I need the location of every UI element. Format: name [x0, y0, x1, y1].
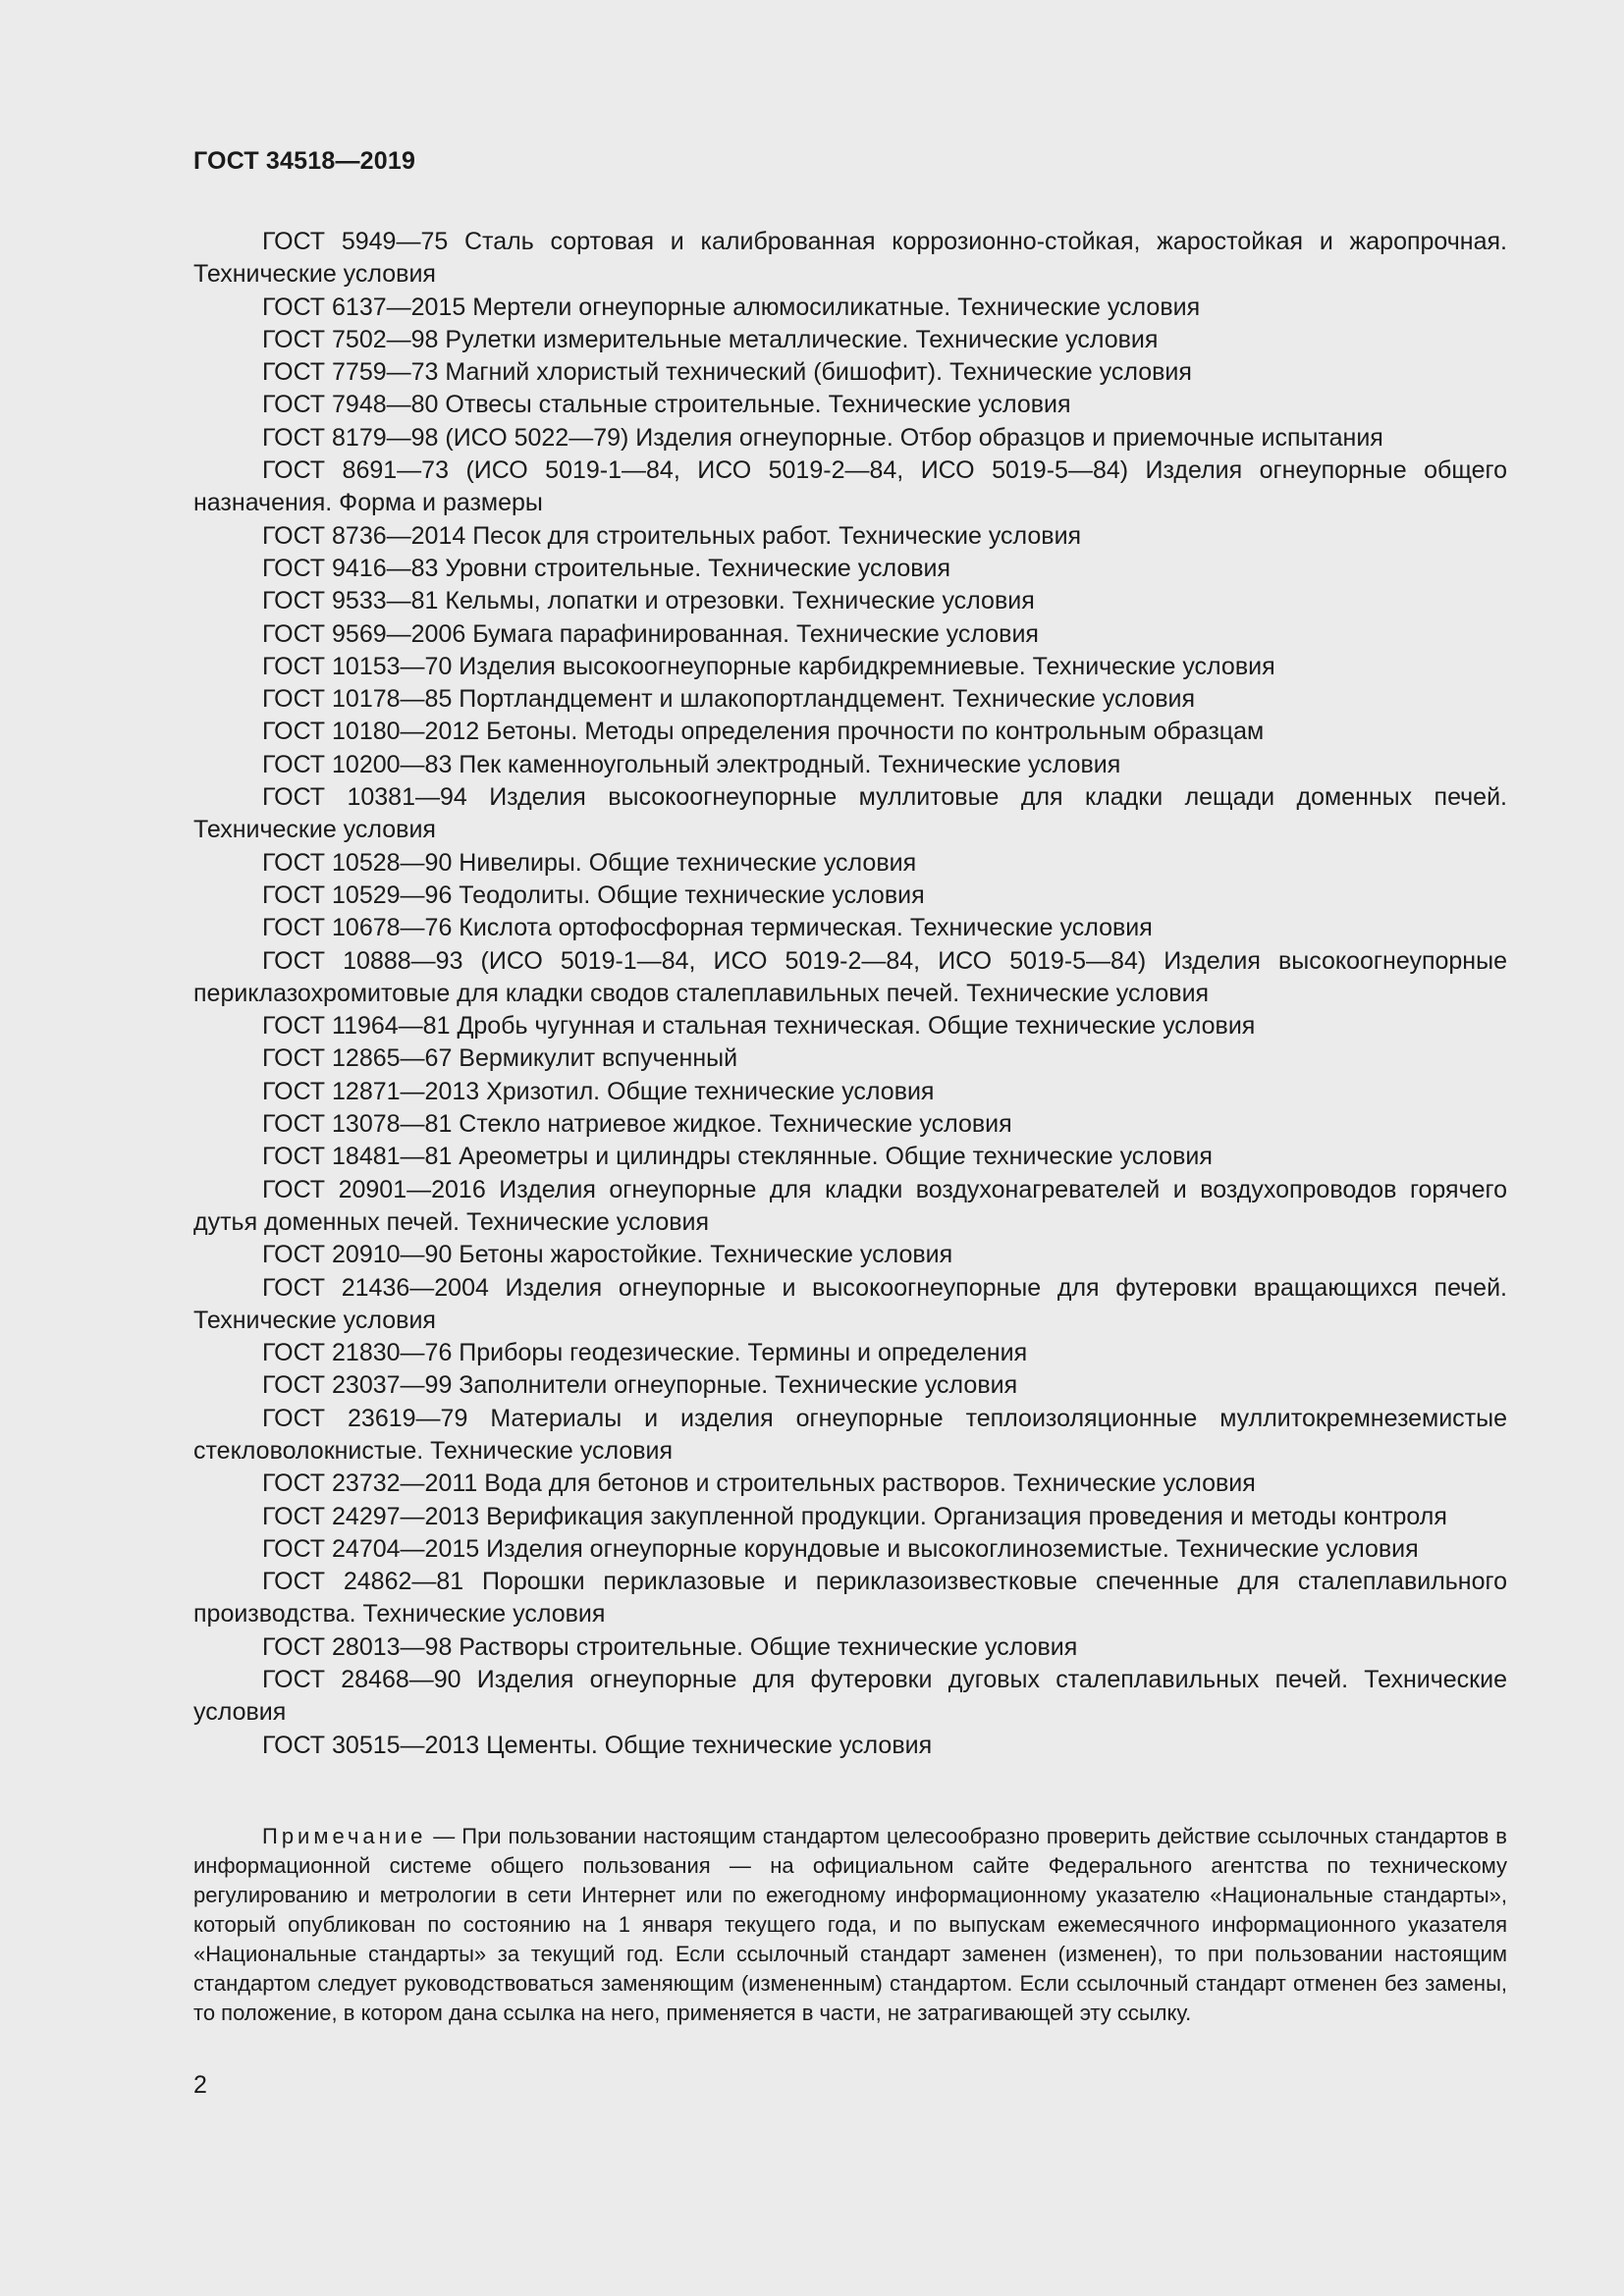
reference-item: ГОСТ 20910—90 Бетоны жаростойкие. Технические условия — [262, 1241, 953, 1269]
reference-item: ГОСТ 13078—81 Стекло натриевое жидкое. Технические условия — [262, 1110, 1012, 1139]
reference-item: ГОСТ 6137—2015 Мертели огнеупорные алюмосиликатные. Технические условия — [262, 293, 1201, 321]
reference-item: ГОСТ 12865—67 Вермикулит вспученный — [262, 1044, 738, 1073]
reference-item: ГОСТ 28013—98 Растворы строительные. Общие технические условия — [262, 1632, 1078, 1661]
reference-item: ГОСТ 28468—90 Изделия огнеупорные для футеровки дуговых сталеплавильных печей. Технические условия — [193, 1666, 1507, 1727]
reference-item: ГОСТ 23037—99 Заполнители огнеупорные. Технические условия — [262, 1371, 1018, 1400]
reference-item: ГОСТ 24704—2015 Изделия огнеупорные корундовые и высокоглиноземистые. Технические условия — [262, 1534, 1419, 1563]
reference-item: ГОСТ 12871—2013 Хризотил. Общие технические условия — [262, 1077, 935, 1105]
reference-item: ГОСТ 5949—75 Сталь сортовая и калиброванная коррозионно-стойкая, жаростойкая и жаропрочная. Технические условия — [193, 228, 1507, 289]
reference-item: ГОСТ 8691—73 (ИСО 5019-1—84, ИСО 5019-2—84, ИСО 5019-5—84) Изделия огнеупорные общего назначения. Форма и размеры — [193, 456, 1507, 517]
reference-item: ГОСТ 10678—76 Кислота ортофосфорная термическая. Технические условия — [262, 914, 1153, 942]
note-label: Примечание — [262, 1824, 427, 1848]
normative-references-list — [193, 226, 1507, 1762]
reference-item: ГОСТ 7759—73 Магний хлористый технический (бишофит). Технические условия — [262, 358, 1192, 387]
reference-item: ГОСТ 7502—98 Рулетки измерительные металлические. Технические условия — [262, 325, 1159, 353]
reference-item: ГОСТ 9416—83 Уровни строительные. Технические условия — [262, 554, 951, 582]
reference-item: ГОСТ 7948—80 Отвесы стальные строительные. Технические условия — [262, 391, 1071, 419]
note-text: — При пользовании настоящим стандартом целесообразно проверить действие ссылочных стандартов в информационной системе общего пользования — на официальном сайте Федерального агентства по техническому регулированию и метрологии в сети Интернет или по ежегодному информационному указателю «Национальные стандарты», который опубликован по состоянию на 1 января текущего года, и по выпускам ежемесячного информационного указателя «Национальные стандарты» за текущий год. Если ссылочный стандарт заменен (изменен), то при пользовании настоящим стандартом следует руководствоваться заменяющим (измененным) стандартом. Если ссылочный стандарт отменен без замены, то положение, в котором дана ссылка на него, применяется в части, не затрагивающей эту ссылку. — [193, 1824, 1507, 2025]
reference-item: ГОСТ 10381—94 Изделия высокоогнеупорные муллитовые для кладки лещади доменных печей. Технические условия — [193, 783, 1507, 844]
reference-item: ГОСТ 10178—85 Портландцемент и шлакопортландцемент. Технические условия — [262, 685, 1196, 714]
reference-item: ГОСТ 10529—96 Теодолиты. Общие технические условия — [262, 881, 925, 909]
reference-item: ГОСТ 21830—76 Приборы геодезические. Термины и определения — [262, 1339, 1028, 1367]
reference-item: ГОСТ 18481—81 Ареометры и цилиндры стеклянные. Общие технические условия — [262, 1143, 1213, 1171]
reference-item: ГОСТ 23732—2011 Вода для бетонов и строительных растворов. Технические условия — [262, 1469, 1256, 1498]
reference-item: ГОСТ 10200—83 Пек каменноугольный электродный. Технические условия — [262, 750, 1121, 778]
reference-item: ГОСТ 9533—81 Кельмы, лопатки и отрезовки. Технические условия — [262, 587, 1035, 615]
note-paragraph — [193, 1822, 1507, 2028]
page-number: 2 — [193, 2071, 207, 2099]
reference-item: ГОСТ 24862—81 Порошки периклазовые и периклазоизвестковые спеченные для сталеплавильного производства. Технические условия — [193, 1568, 1507, 1629]
reference-item: ГОСТ 9569—2006 Бумага парафинированная. Технические условия — [262, 619, 1039, 648]
document-header: ГОСТ 34518—2019 — [193, 147, 416, 175]
reference-item: ГОСТ 21436—2004 Изделия огнеупорные и высокоогнеупорные для футеровки вращающихся печей. Технические условия — [193, 1273, 1507, 1334]
reference-item: ГОСТ 10180—2012 Бетоны. Методы определения прочности по контрольным образцам — [262, 718, 1265, 746]
reference-item: ГОСТ 8736—2014 Песок для строительных работ. Технические условия — [262, 521, 1082, 550]
reference-item: ГОСТ 23619—79 Материалы и изделия огнеупорные теплоизоляционные муллитокремнеземистые стекловолокнистые. Технические условия — [193, 1404, 1507, 1465]
reference-item: ГОСТ 8179—98 (ИСО 5022—79) Изделия огнеупорные. Отбор образцов и приемочные испытания — [262, 423, 1383, 452]
reference-item: ГОСТ 10888—93 (ИСО 5019-1—84, ИСО 5019-2—84, ИСО 5019-5—84) Изделия высокоогнеупорные периклазохромитовые для кладки сводов сталеплавильных печей. Технические условия — [193, 946, 1507, 1007]
reference-item: ГОСТ 24297—2013 Верификация закупленной продукции. Организация проведения и методы контроля — [262, 1502, 1447, 1530]
reference-item: ГОСТ 11964—81 Дробь чугунная и стальная техническая. Общие технические условия — [262, 1012, 1256, 1041]
reference-item: ГОСТ 10528—90 Нивелиры. Общие технические условия — [262, 848, 917, 877]
reference-item: ГОСТ 20901—2016 Изделия огнеупорные для кладки воздухонагревателей и воздухопроводов горячего дутья доменных печей. Технические условия — [193, 1175, 1507, 1236]
reference-item: ГОСТ 30515—2013 Цементы. Общие технические условия — [262, 1731, 933, 1759]
reference-item: ГОСТ 10153—70 Изделия высокоогнеупорные карбидкремниевые. Технические условия — [262, 652, 1275, 680]
